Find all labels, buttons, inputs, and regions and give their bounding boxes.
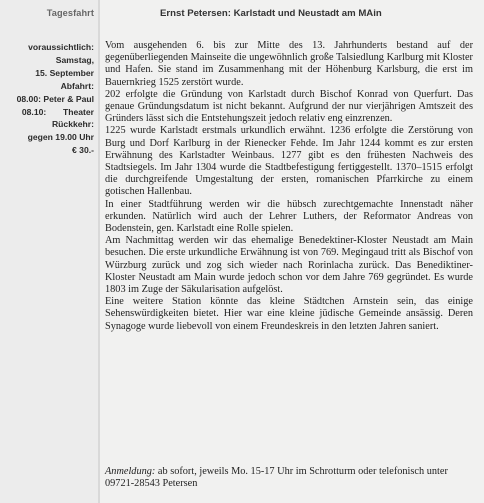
article-body bbox=[105, 40, 473, 333]
paragraph: Am Nachmittag werden wir das ehemalige Benedektiner-Kloster Neustadt am Main besuchen. Die erste urkundliche Erwähnung ist von 769. Megingaud tritt als Bischof von Würzburg zurück und zog sich wieder nach Rorinlacha zurück. Das Benediktiner-Kloster Neustadt am Main wurde jedoch schon vor dem Jahre 769 gegründet. Es wurde 1803 im Zuge der Säkularisation aufgelöst. bbox=[105, 235, 473, 296]
detail-line: voraussichtlich: bbox=[28, 42, 94, 52]
sidebar bbox=[0, 0, 98, 503]
paragraph: Eine weitere Station könnte das kleine Städtchen Arnstein sein, das einige Sehenswürdigkeiten bietet. Hier war eine kleine jüdische Gemeinde ansässig. Deren Synagoge wurde liebevoll von einem Freundeskreis in den letzten Jahren saniert. bbox=[105, 296, 473, 332]
trip-details bbox=[17, 41, 94, 157]
detail-line: 15. September bbox=[35, 67, 94, 78]
trip-type-heading: Tagesfahrt bbox=[46, 8, 94, 18]
detail-line: 08.10: Theater bbox=[21, 106, 94, 117]
paragraph: 1225 wurde Karlstadt erstmals urkundlich erwähnt. 1236 erfolgte die Zerstörung von Burg und Dorf Karlburg in der Rienecker Fehde. Im Jahr 1244 kommt es zur ersten Erwähnung des Karlstadter Weinbaus. 1277 gibt es den frühesten Nachweis des Stadtsiegels. Im Jahr 1304 wurde die Stadtbefestigung fertiggestellt. 1370–1515 erfolgt die durchgreifende Umgestaltung der ersten, romanischen Pfarrkirche zu einem gotischen Hallenbau. bbox=[105, 125, 473, 198]
registration-label: Anmeldung: bbox=[105, 466, 156, 477]
paragraph: Vom ausgehenden 6. bis zur Mitte des 13. Jahrhunderts bestand auf der gegenüberliegenden Mainseite die ungewöhnlich große Talsiedlung Karlburg mit Kloster und Hafen. Sie stand im Zusammenhang mit der Höhenburg Karlsburg, die erst im Bauernkrieg 1525 zerstört wurde. bbox=[105, 40, 473, 88]
column-divider bbox=[98, 0, 100, 503]
detail-line: Rückkehr: bbox=[51, 119, 94, 130]
detail-line: € 30.- bbox=[72, 145, 94, 156]
article-title: Ernst Petersen: Karlstadt und Neustadt am MAin bbox=[160, 8, 382, 19]
detail-line: Abfahrt: bbox=[60, 80, 94, 91]
detail-line: 08.00: Peter & Paul bbox=[16, 93, 94, 104]
registration-note bbox=[105, 466, 473, 491]
detail-line: Samstag, bbox=[55, 54, 94, 65]
paragraph: 202 erfolgte die Gründung von Karlstadt durch Bischof Konrad von Querfurt. Das genaue Gründungsdatum ist nicht bekannt. Aufgrund der nur vierjährigen Amtszeit des Gründers lässt sich die Entstehungszeit jedoch relativ eng einzrenzen. bbox=[105, 88, 473, 125]
paragraph: In einer Stadtführung werden wir die hübsch zurechtgemachte Innenstadt näher erkunden. Natürlich wird auch der Lehrer Luthers, der Reformator Andreas von Bodenstein, gen. Karlstadt eine Rolle spielen. bbox=[105, 198, 473, 235]
registration-text: ab sofort, jeweils Mo. 15-17 Uhr im Schrotturm oder telefonisch unter 09721-28543 Petersen bbox=[105, 466, 448, 490]
detail-line: gegen 19.00 Uhr bbox=[27, 132, 94, 143]
